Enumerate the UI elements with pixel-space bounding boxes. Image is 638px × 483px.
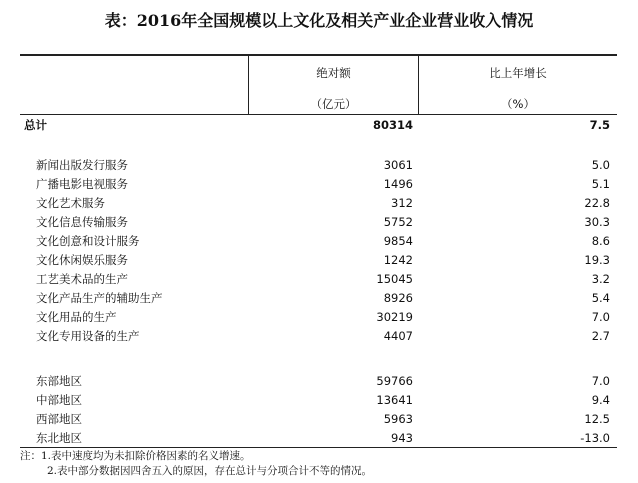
table-title: 表：2016年全国规模以上文化及相关产业企业营业收入情况 — [104, 11, 534, 30]
table-top-rule — [20, 54, 617, 56]
row-label: 东北地区 — [36, 431, 82, 445]
row-growth: -13.0 — [580, 431, 610, 445]
row-label: 文化创意和设计服务 — [36, 234, 140, 248]
row-label: 西部地区 — [36, 412, 82, 426]
unit-amount: （亿元） — [310, 97, 357, 111]
row-label: 文化信息传输服务 — [36, 215, 128, 229]
row-growth: 30.3 — [584, 215, 610, 229]
header-bottom-rule — [20, 114, 617, 115]
row-amount: 13641 — [376, 393, 413, 407]
row-amount: 312 — [391, 196, 413, 210]
row-growth: 19.3 — [584, 253, 610, 267]
row-label: 文化产品生产的辅助生产 — [36, 291, 163, 305]
unit-growth: （%） — [501, 97, 535, 111]
note-1: 注：1.表中速度均为未扣除价格因素的名义增速。 — [20, 450, 251, 462]
row-amount: 4407 — [383, 329, 413, 343]
row-label: 广播电影电视服务 — [36, 177, 128, 191]
row-amount: 15045 — [376, 272, 413, 286]
row-amount: 5752 — [383, 215, 413, 229]
row-label: 文化专用设备的生产 — [36, 329, 140, 343]
row-label: 中部地区 — [36, 393, 82, 407]
note-2: 2.表中部分数据因四舍五入的原因，存在总计与分项合计不等的情况。 — [47, 465, 373, 477]
row-amount: 9854 — [383, 234, 413, 248]
row-amount: 943 — [391, 431, 413, 445]
row-growth: 22.8 — [584, 196, 610, 210]
total-label: 总计 — [24, 118, 47, 132]
row-growth: 7.0 — [591, 310, 610, 324]
row-growth: 5.1 — [591, 177, 610, 191]
row-amount: 8926 — [383, 291, 413, 305]
row-amount: 5963 — [383, 412, 413, 426]
row-label: 文化休闲娱乐服务 — [36, 253, 128, 267]
row-label: 文化艺术服务 — [36, 196, 105, 210]
row-amount: 1242 — [383, 253, 413, 267]
total-growth: 7.5 — [589, 118, 610, 132]
row-growth: 5.0 — [591, 158, 610, 172]
row-growth: 2.7 — [591, 329, 610, 343]
total-amount: 80314 — [372, 118, 413, 132]
row-amount: 3061 — [383, 158, 413, 172]
row-growth: 7.0 — [591, 374, 610, 388]
row-amount: 30219 — [376, 310, 413, 324]
row-label: 文化用品的生产 — [36, 310, 117, 324]
row-amount: 1496 — [383, 177, 413, 191]
row-amount: 59766 — [376, 374, 413, 388]
row-growth: 12.5 — [584, 412, 610, 426]
table-bottom-rule — [20, 447, 617, 448]
row-growth: 9.4 — [591, 393, 610, 407]
row-label: 新闻出版发行服务 — [36, 158, 128, 172]
column-header-growth: 比上年增长 — [489, 66, 547, 80]
row-label: 工艺美术品的生产 — [36, 272, 128, 286]
row-growth: 5.4 — [591, 291, 610, 305]
column-header-amount: 绝对额 — [316, 66, 351, 80]
row-growth: 8.6 — [591, 234, 610, 248]
row-growth: 3.2 — [591, 272, 610, 286]
row-label: 东部地区 — [36, 374, 82, 388]
